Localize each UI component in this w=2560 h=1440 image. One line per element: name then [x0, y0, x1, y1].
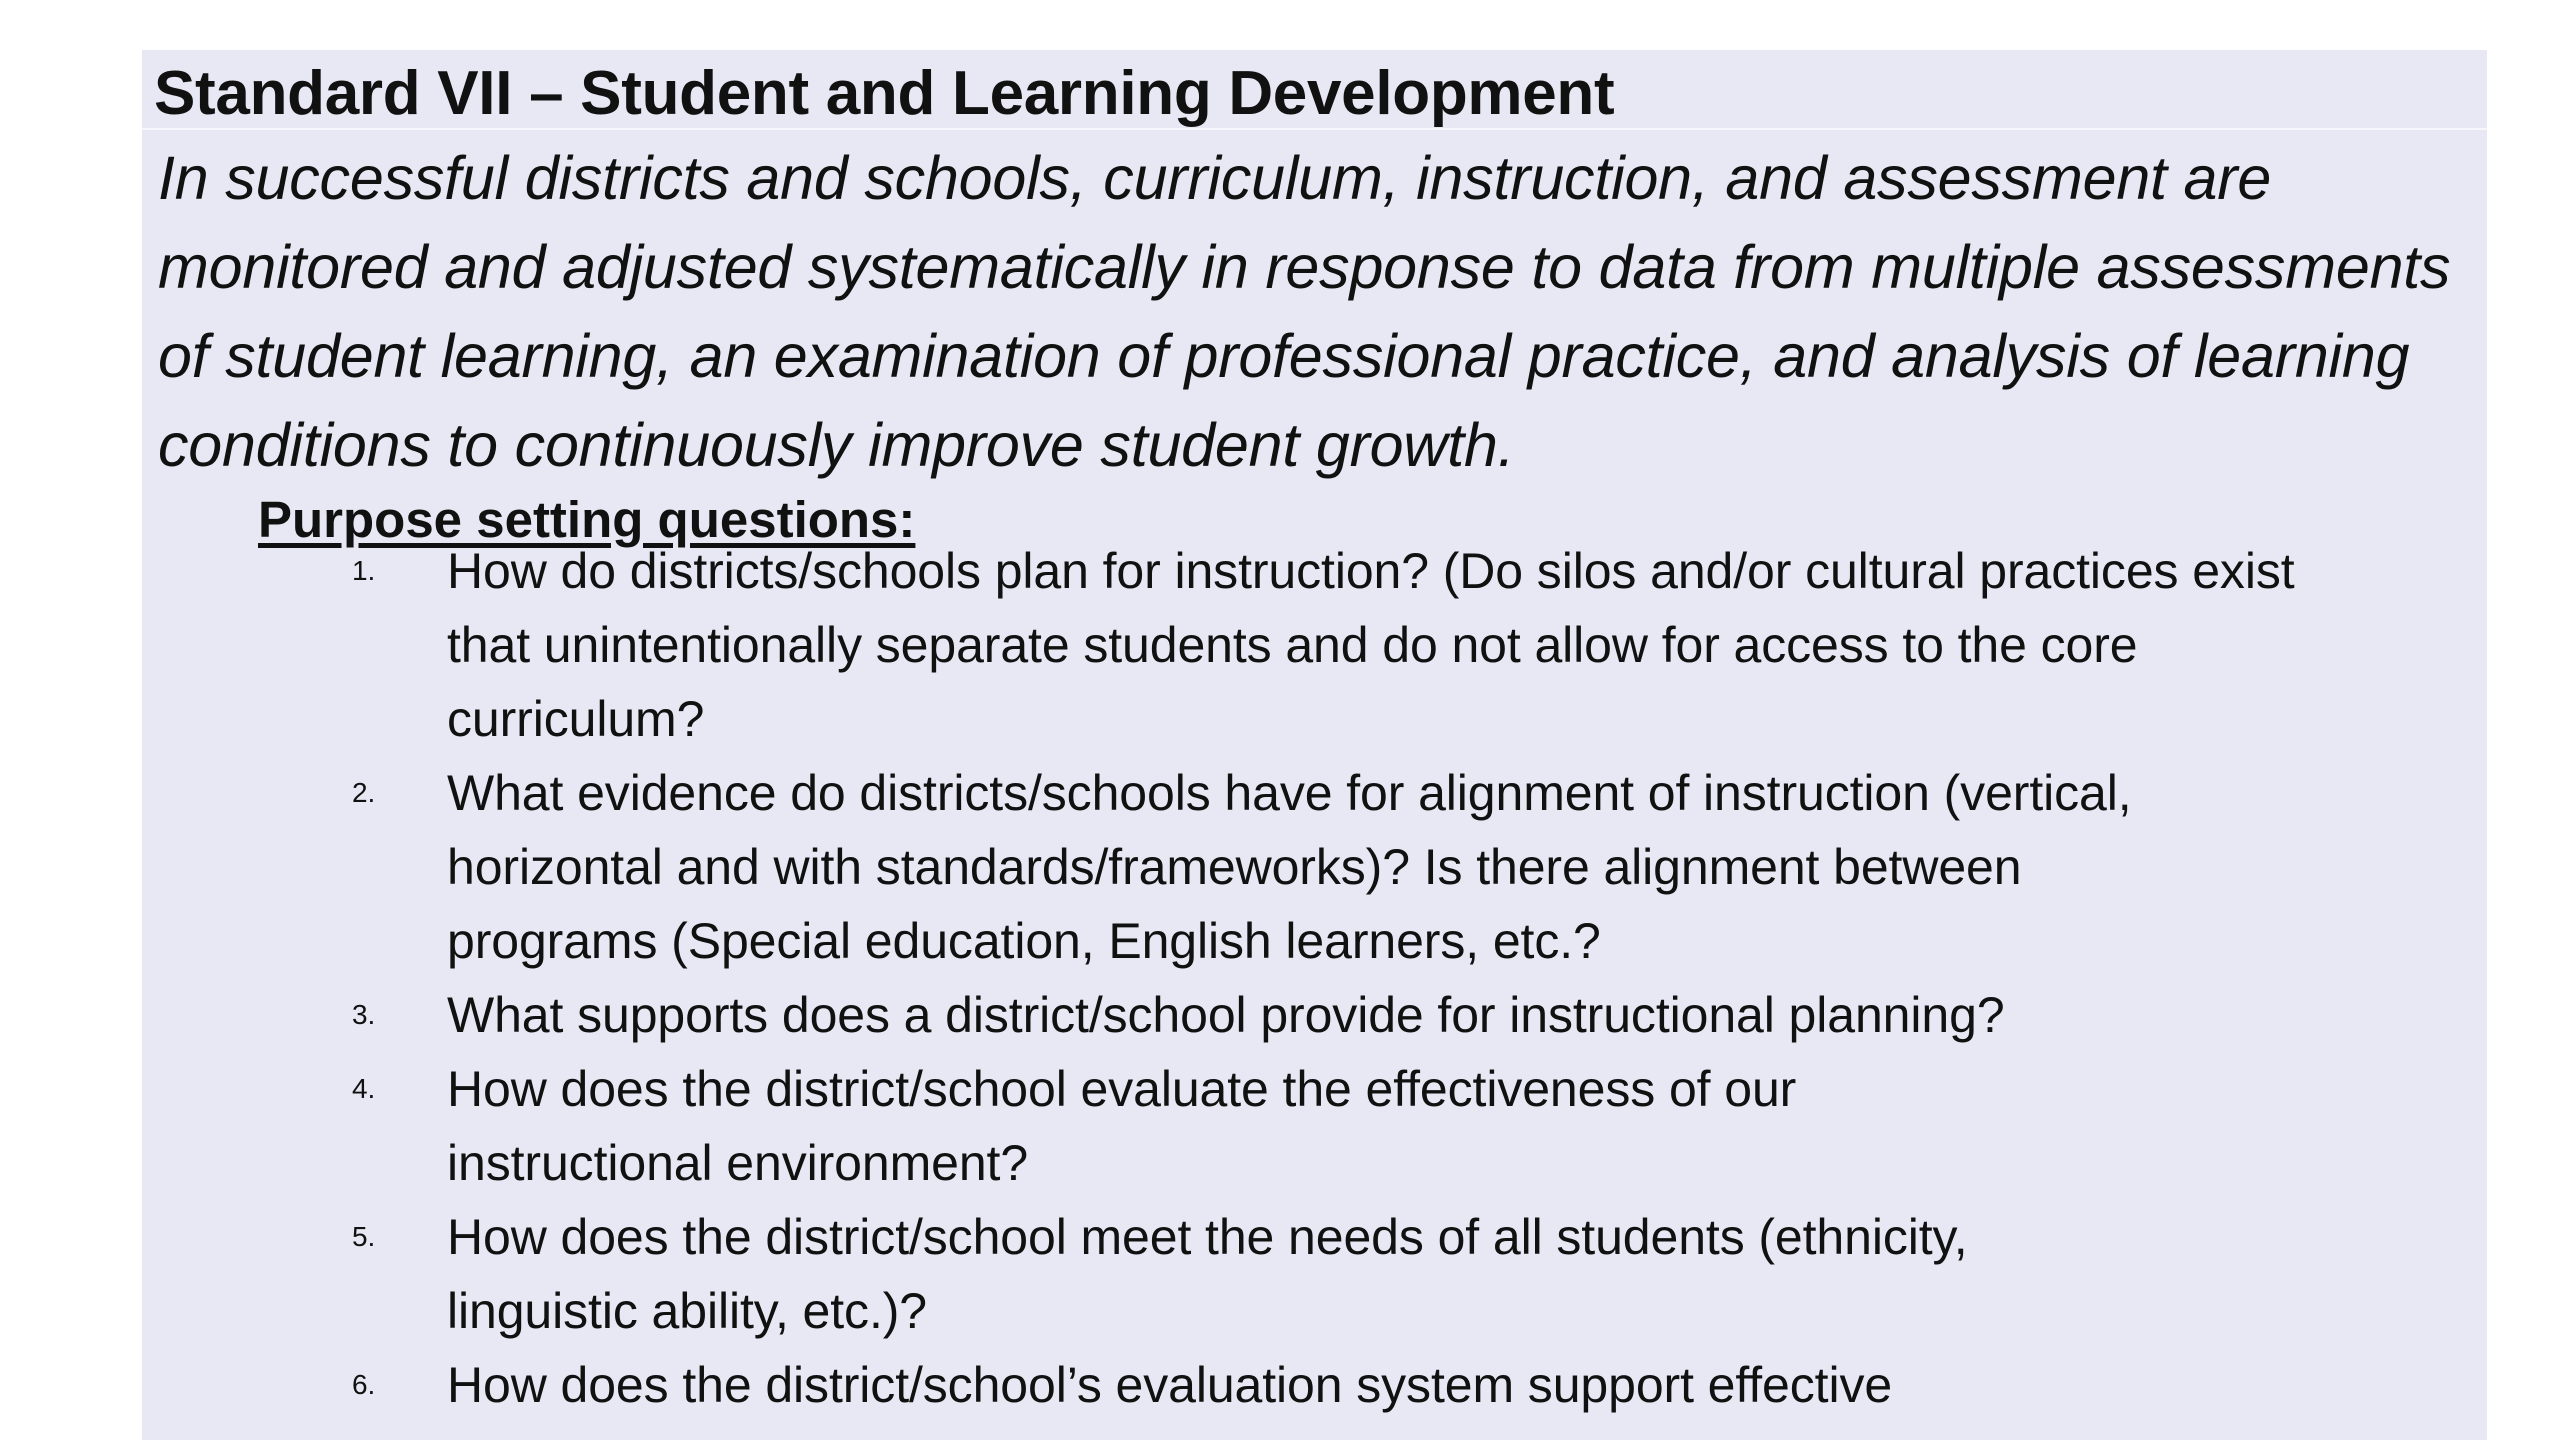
list-item — [142, 1200, 2487, 1348]
list-item-line: What evidence do districts/schools have for alignment of instruction (vertical, — [447, 765, 2132, 821]
page-title: Standard VII – Student and Learning Development — [154, 59, 1615, 128]
section-subheading: Purpose setting questions: — [258, 491, 916, 548]
questions-list — [142, 534, 2487, 1422]
list-item-number: 5. — [352, 1221, 376, 1252]
list-item-number: 4. — [352, 1073, 376, 1104]
list-item-number: 2. — [352, 777, 376, 808]
list-item-number: 3. — [352, 999, 376, 1030]
list-item-line: programs (Special education, English learners, etc.? — [447, 913, 1601, 969]
list-item-line: horizontal and with standards/frameworks)? Is there alignment between — [447, 839, 2022, 895]
list-item-number: 6. — [352, 1369, 376, 1400]
list-item-number: 1. — [352, 555, 376, 586]
list-item — [142, 534, 2487, 756]
list-item-line: How does the district/school’s evaluation system support effective — [447, 1357, 1893, 1413]
intro-paragraph: In successful districts and schools, curriculum, instruction, and assessment are monitored and adjusted systematically in response to data from multiple assessments of student learning, an examination of professional practice, and analysis of learning conditions to continuously improve student growth. — [158, 144, 2451, 479]
list-item-line: What supports does a district/school provide for instructional planning? — [447, 987, 2005, 1043]
list-item-line: curriculum? — [447, 691, 705, 747]
title-bar — [142, 50, 2487, 130]
list-item — [142, 978, 2487, 1052]
list-item-line: instructional environment? — [447, 1135, 1029, 1191]
list-item-line: linguistic ability, etc.)? — [447, 1283, 927, 1339]
list-item-line: How does the district/school evaluate the effectiveness of our — [447, 1061, 1797, 1117]
list-item — [142, 1348, 2487, 1422]
list-item-line: How does the district/school meet the needs of all students (ethnicity, — [447, 1209, 1968, 1265]
list-item — [142, 1052, 2487, 1200]
list-item-line: that unintentionally separate students and do not allow for access to the core — [447, 617, 2138, 673]
document-page — [142, 50, 2487, 1440]
list-item-line: How do districts/schools plan for instruction? (Do silos and/or cultural practices exist — [447, 543, 2295, 599]
list-item — [142, 756, 2487, 978]
